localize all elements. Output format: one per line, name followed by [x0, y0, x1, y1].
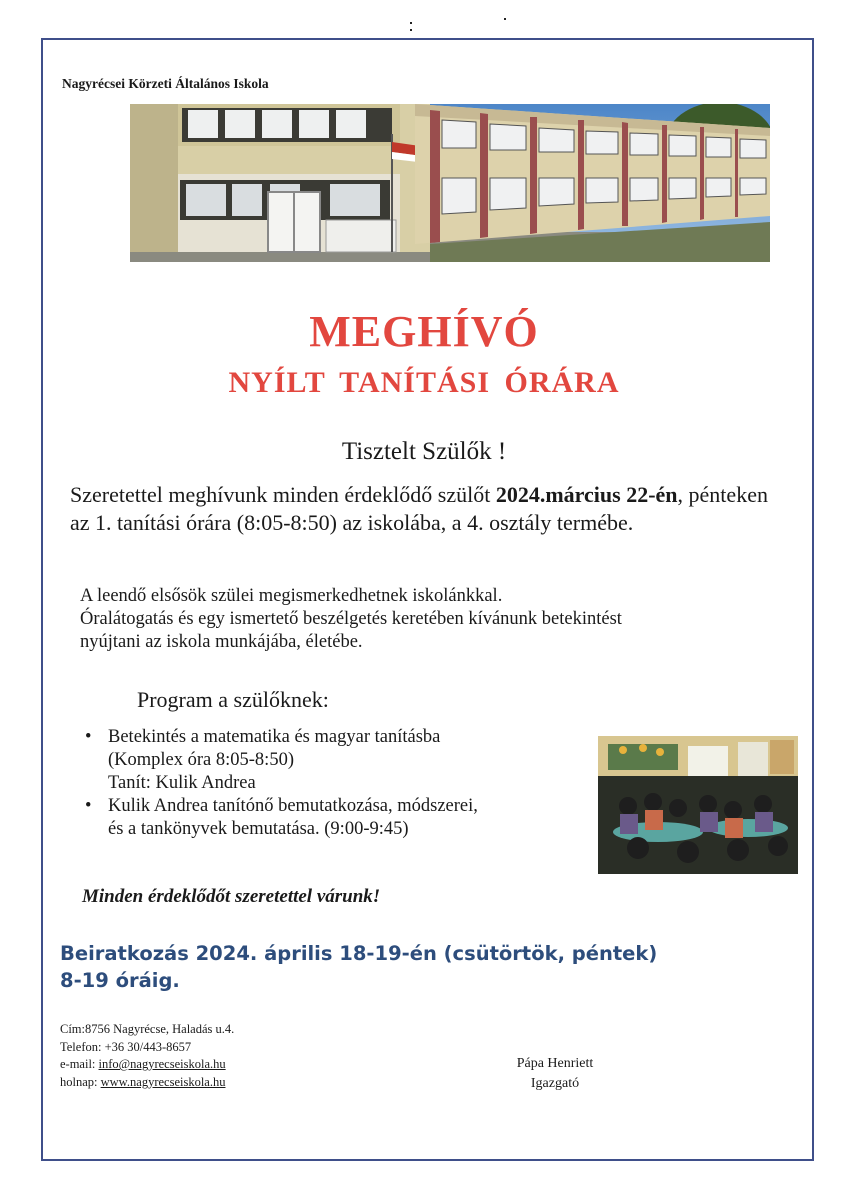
enrollment-line: 8-19 óráig.: [60, 969, 180, 992]
classroom-photo: [598, 736, 798, 874]
description-line: Óralátogatás és egy ismertető beszélgetés keretében kívánunk betekintést: [80, 609, 622, 629]
scan-speck: [410, 22, 412, 24]
email-link[interactable]: info@nagyrecseiskola.hu: [98, 1057, 226, 1071]
bullet-icon: •: [85, 796, 92, 816]
description-paragraph: [80, 585, 780, 654]
welcome-text: Minden érdeklődőt szeretettel várunk!: [82, 886, 381, 907]
event-date: 2024.március 22-én: [495, 482, 678, 507]
intro-text: [70, 481, 790, 537]
contact-email-row: [60, 1056, 234, 1074]
enrollment-info: [60, 940, 760, 994]
invitation-subtitle: NYÍLT TANÍTÁSI ÓRÁRA: [228, 366, 620, 399]
list-item: [84, 726, 584, 795]
contact-phone: Telefon: +36 30/443-8657: [60, 1039, 192, 1054]
email-label: e-mail:: [60, 1057, 99, 1071]
invitation-title: MEGHÍVÓ: [309, 307, 539, 356]
enrollment-line: Beiratkozás 2024. április 18-19-én (csütörtök, péntek): [60, 942, 658, 965]
scan-speck: [504, 18, 506, 20]
signer-role: Igazgató: [530, 1076, 580, 1091]
school-building-photo: [130, 104, 770, 262]
scan-speck: [410, 29, 412, 31]
list-item-line: Kulik Andrea tanítónő bemutatkozása, módszerei,: [108, 796, 478, 816]
signature-block: [470, 1054, 640, 1094]
intro-after: , pénteken az 1. tanítási órára (8:05-8:50) az iskolába, a 4. osztály termébe.: [70, 482, 768, 535]
contact-block: [60, 1021, 234, 1091]
description-line: nyújtani az iskola munkájába, életébe.: [80, 632, 363, 652]
program-list: [84, 726, 584, 841]
list-item-line: Tanít: Kulik Andrea: [108, 773, 256, 793]
list-item-line: Betekintés a matematika és magyar tanításba: [108, 727, 441, 747]
list-item-line: (Komplex óra 8:05-8:50): [108, 750, 294, 770]
program-title: Program a szülőknek:: [137, 687, 329, 712]
description-line: A leendő elsősök szülei megismerkedhetnek iskolánkkal.: [80, 586, 503, 606]
list-item: [84, 795, 584, 841]
list-item-line: és a tankönyvek bemutatása. (9:00-9:45): [108, 819, 409, 839]
school-name: Nagyrécsei Körzeti Általános Iskola: [62, 76, 269, 91]
intro-before: Szeretettel meghívunk minden érdeklődő szülőt: [70, 482, 496, 507]
greeting: Tisztelt Szülők !: [341, 438, 507, 465]
signer-name: Pápa Henriett: [516, 1056, 594, 1071]
contact-web-row: [60, 1074, 234, 1092]
web-label: holnap:: [60, 1074, 101, 1089]
contact-address: Cím:8756 Nagyrécse, Haladás u.4.: [60, 1022, 235, 1036]
website-link[interactable]: www.nagyrecseiskola.hu: [100, 1074, 226, 1089]
bullet-icon: •: [85, 727, 92, 747]
